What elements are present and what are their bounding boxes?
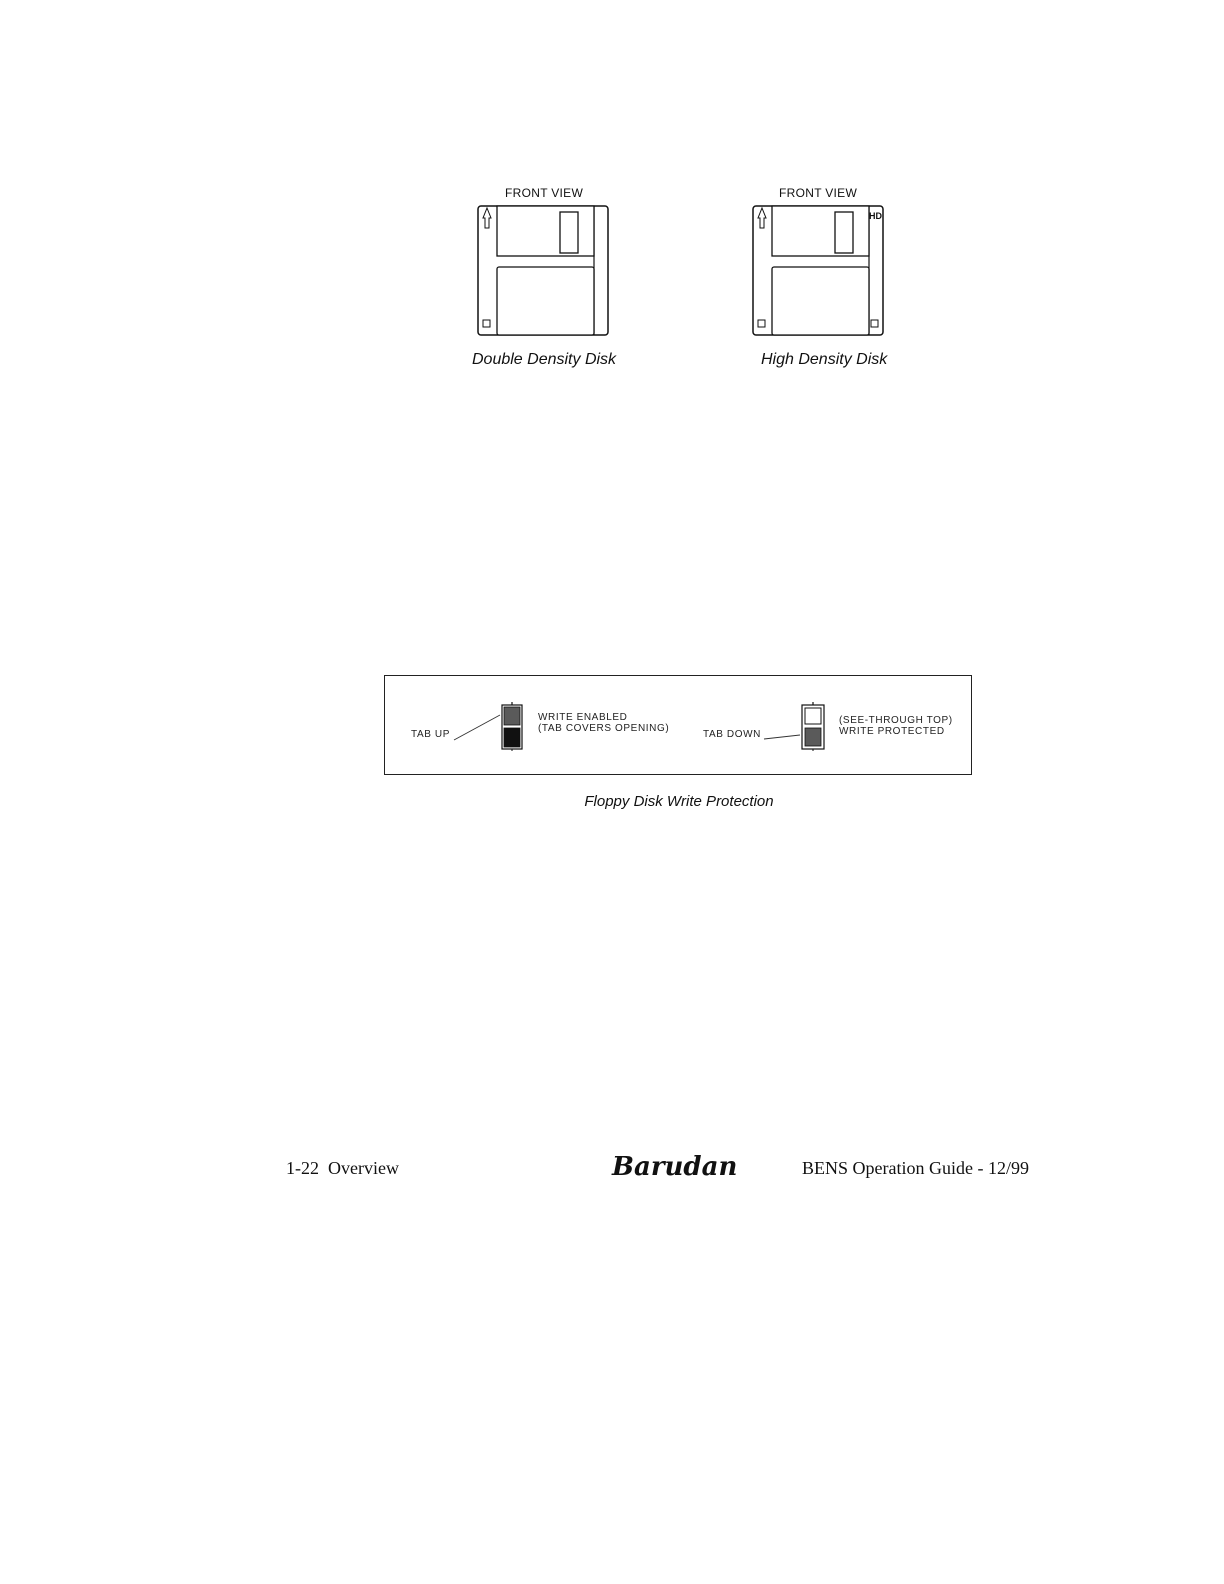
svg-text:Barudan: Barudan — [612, 1152, 738, 1182]
barudan-logo — [610, 1147, 740, 1185]
footer-section: 1-22 Overview — [286, 1158, 399, 1178]
dd-disk-caption: Double Density Disk — [472, 351, 617, 368]
write-protected-label: WRITE PROTECTED — [839, 726, 945, 737]
write-protection-caption: Floppy Disk Write Protection — [584, 793, 774, 810]
tab-up-switch-icon — [502, 702, 522, 751]
tab-down-switch-icon — [802, 702, 824, 751]
write-enabled-label: WRITE ENABLED — [538, 712, 628, 723]
double-density-disk-drawing — [476, 204, 612, 338]
dd-front-view-label: FRONT VIEW — [505, 186, 584, 200]
tab-down-label: TAB DOWN — [703, 729, 761, 740]
hd-disk-caption: High Density Disk — [761, 351, 888, 368]
tab-up-label: TAB UP — [411, 729, 450, 740]
footer-guide: BENS Operation Guide - 12/99 — [802, 1158, 1029, 1178]
hd-mark: HD — [869, 211, 882, 221]
high-density-disk-drawing — [751, 204, 887, 338]
tab-covers-opening-label: (TAB COVERS OPENING) — [538, 723, 670, 734]
hd-front-view-label: FRONT VIEW — [779, 186, 858, 200]
see-through-top-label: (SEE-THROUGH TOP) — [839, 715, 953, 726]
